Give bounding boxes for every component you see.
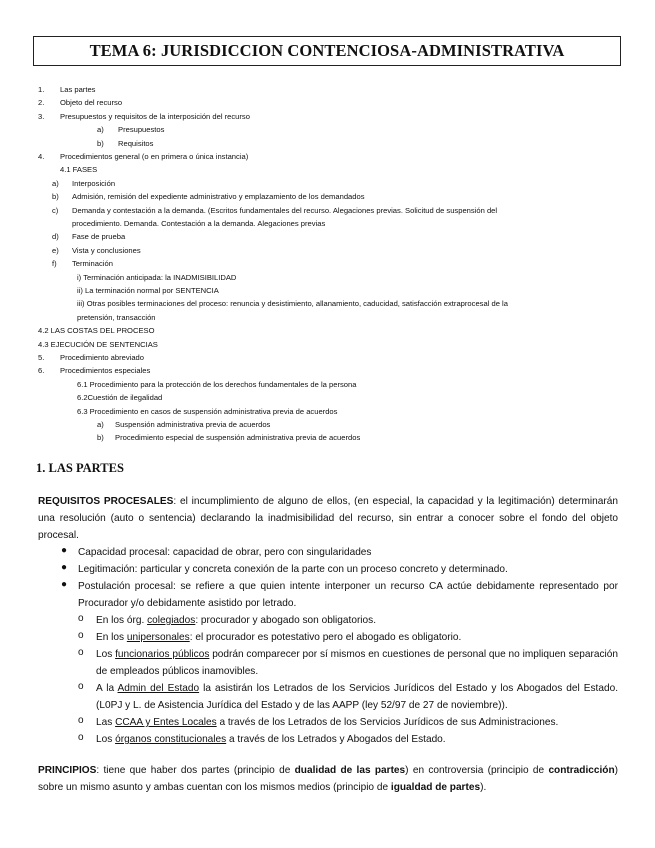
toc-item: pretensión, transacción [77,312,156,322]
sub-item-unipersonales: En los unipersonales: el procurador es potestativo pero el abogado es obligatorio. [96,632,462,643]
toc-item: Procedimientos especiales [60,366,151,376]
sub-bullet-circle: o [78,732,84,743]
toc-num: b) [52,192,59,202]
toc-item: Las partes [60,85,96,94]
sub-item-ccaa: Las CCAA y Entes Locales a través de los Letrados de los Servicios Jurídicos de sus Administraciones. [96,717,559,728]
toc-item: Suspensión administrativa previa de acuerdos [115,420,271,429]
toc-item: Vista y conclusiones [72,245,141,255]
toc-item: Fase de prueba [72,232,126,242]
sub-bullet-circle: o [78,715,84,726]
bullet-item: Legitimación: particular y concreta conexión de la parte con un proceso concreto y determinado. [78,564,508,575]
toc-num: b) [97,433,104,443]
principios-label: PRINCIPIOS [38,765,97,776]
toc-num: d) [52,232,59,242]
bullet-dot: ● [61,545,68,556]
toc-num: 5. [38,353,45,362]
toc-item: 4.2 LAS COSTAS DEL PROCESO [38,326,155,336]
toc-num: 4. [38,152,45,161]
toc-num: a) [97,125,104,135]
toc-num: f) [52,259,57,269]
toc-item: Admisión, remisión del expediente administrativo y emplazamiento de los demandados [72,192,365,202]
requisitos-label: REQUISITOS PROCESALES [38,496,174,507]
sub-bullet-circle: o [78,647,84,658]
toc-item: ii) La terminación normal por SENTENCIA [77,286,219,295]
toc-num: 3. [38,111,45,121]
toc-item: Terminación [72,259,113,269]
toc-item: Procedimiento abreviado [60,353,145,362]
toc-item: Objeto del recurso [60,98,123,108]
principios-paragraph: PRINCIPIOS: tiene que haber dos partes (principio de dualidad de las partes) en controversia (principio de contradicción) sobre un mismo asunto y ambas cuentan con los mismos medios (principio de igualdad de partes). [38,765,618,793]
toc-num: a) [52,178,59,188]
toc-item: 6.2Cuestión de ilegalidad [77,393,163,403]
requisitos-text: : el incumplimiento de alguno de ellos, (en especial, la capacidad y la legitimación) determinarán una resolución (auto o sentencia) declarando la inadmisibilidad del recurso, sin entrar a conocer sobre el fondo del objeto procesal. [38,496,618,541]
toc-item: Procedimientos general (o en primera o única instancia) [60,152,249,161]
toc-item: Presupuestos [118,125,165,135]
sub-bullet-circle: o [78,681,84,692]
section-heading: 1. LAS PARTES [36,461,124,475]
document-title: TEMA 6: JURISDICCION CONTENCIOSA-ADMINISTRATIVA [89,41,565,60]
toc-item: Interposición [72,178,116,188]
toc-item: 6.1 Procedimiento para la protección de los derechos fundamentales de la persona [77,379,357,389]
toc-item: i) Terminación anticipada: la INADMISIBILIDAD [77,272,237,282]
toc-item: procedimiento. Demanda. Contestación a la demanda. Alegaciones previas [72,219,326,228]
toc-item: 4.1 FASES [60,165,98,175]
toc-item: 6.3 Procedimiento en casos de suspensión administrativa previa de acuerdos [77,406,338,416]
toc-num: e) [52,245,59,255]
bullet-dot: ● [61,562,68,573]
sub-item-admin-estado: A la Admin del Estado la asistirán los Letrados de los Servicios Jurídicos del Estado y los Abogados del Estado. (L0PJ y L. de Asistencia Jurídica del Estado y de las AAPP (ley 52/97 de 27 de noviembre)). [96,683,618,711]
toc-item: Demanda y contestación a la demanda. (Escritos fundamentales del recurso. Alegaciones previas. Solicitud de suspensión del [72,205,498,215]
requisitos-paragraph [38,493,618,544]
sub-bullet-circle: o [78,630,84,641]
toc-item: iii) Otras posibles terminaciones del proceso: renuncia y desistimiento, allanamiento, caducidad, satisfacción extraprocesal de la [77,299,508,309]
toc-item: 4.3 EJECUCIÓN DE SENTENCIAS [38,339,158,349]
sub-item-organos: Los órganos constitucionales a través de los Letrados y Abogados del Estado. [96,734,446,745]
toc-num: c) [52,205,59,215]
bullet-item: Capacidad procesal: capacidad de obrar, pero con singularidades [78,547,372,558]
bullet-item: Postulación procesal: se refiere a que quien intente interponer un recurso CA actúe debidamente representado por Procurador y/o debidamente asistido por letrado. [78,581,618,609]
sub-bullet-circle: o [78,613,84,624]
toc-num: a) [97,420,104,429]
toc-num: 6. [38,366,45,376]
toc-item: Procedimiento especial de suspensión administrativa previa de acuerdos [115,433,361,443]
bullet-dot: ● [61,579,68,590]
toc-num: 2. [38,98,45,108]
sub-item-colegiados: En los órg. colegiados: procurador y abogado son obligatorios. [96,615,377,626]
sub-item-funcionarios: Los funcionarios públicos podrán comparecer por sí mismos en cuestiones de personal que no impliquen separación de empleados públicos inamovibles. [96,649,618,677]
toc-item: Requisitos [118,138,154,148]
toc-num: b) [97,138,104,148]
title-box [33,36,621,66]
toc-num: 1. [38,85,45,94]
toc-item: Presupuestos y requisitos de la interposición del recurso [60,111,250,121]
